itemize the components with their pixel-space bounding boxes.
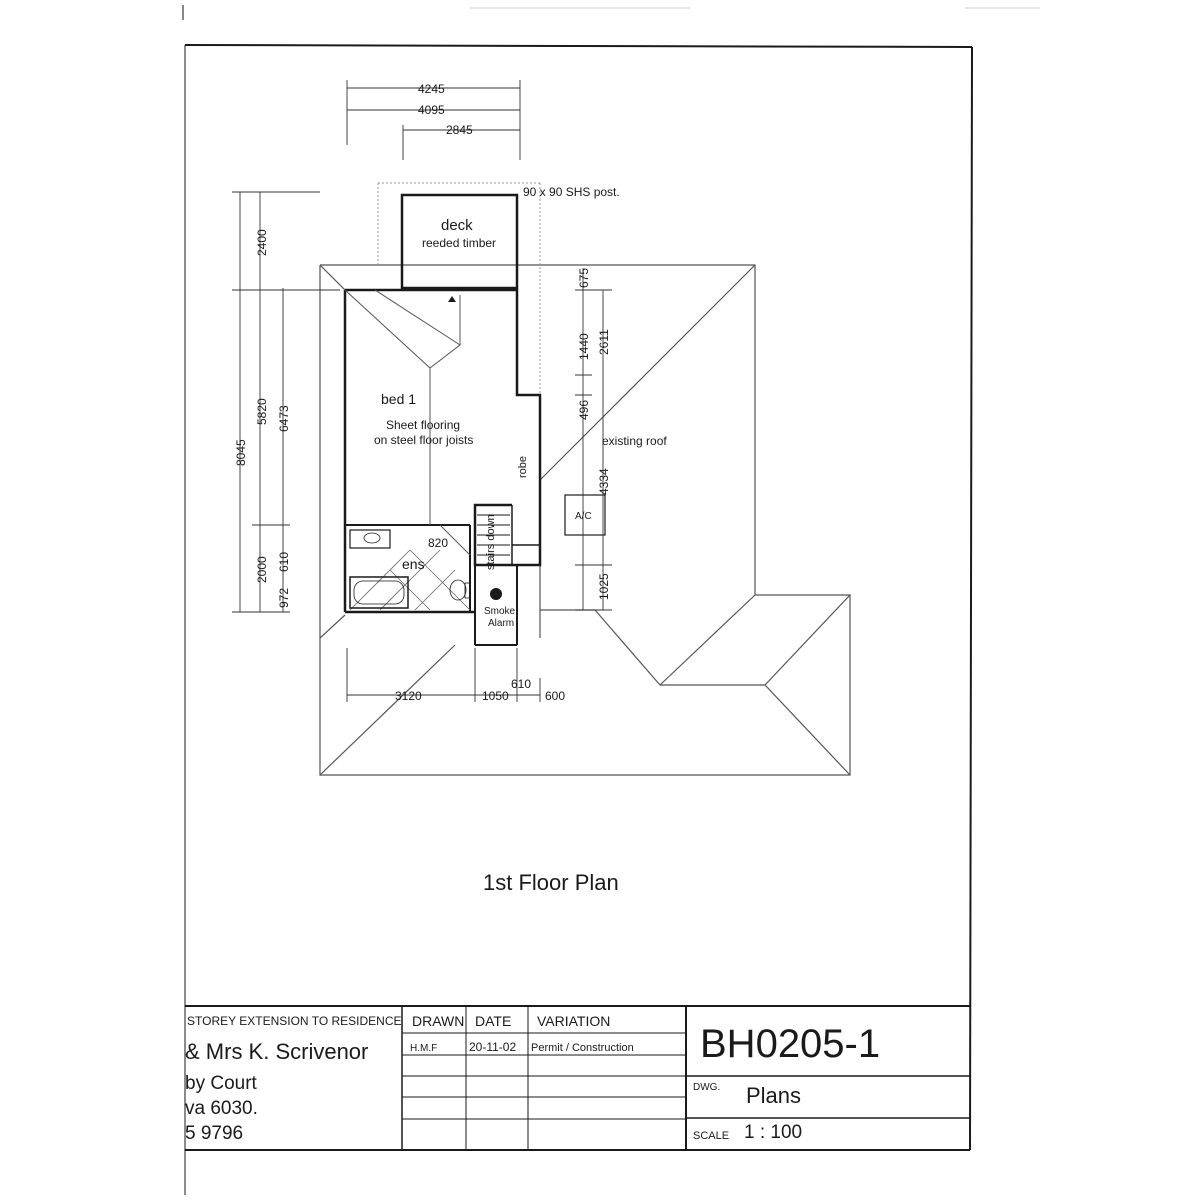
dim-top-2845: 2845 [446,123,473,137]
dim-left-2000: 2000 [255,556,269,583]
dim-top-4095: 4095 [418,103,445,117]
deck-sublabel: reeded timber [422,236,497,250]
scale-value: 1 : 100 [744,1122,803,1143]
dim-left-972: 972 [277,587,291,608]
north-arrow-icon [448,296,456,302]
dim-left-2400: 2400 [255,229,269,256]
dim-right-4334: 4334 [597,468,611,495]
smoke-alarm-icon [490,588,502,600]
drawing-number: BH0205-1 [700,1022,881,1066]
bed-note-1: Sheet flooring [386,418,461,432]
deck-label: deck [441,217,473,234]
deck-outline [378,183,540,400]
stairs-label: stairs down [485,514,497,570]
dwg-label: DWG. [693,1082,721,1093]
dim-left-6473: 6473 [277,405,291,432]
existing-roof-label: existing roof [602,434,667,448]
post-note: 90 x 90 SHS post. [523,185,620,199]
robe-label: robe [517,455,529,478]
plan-title: 1st Floor Plan [483,870,619,895]
address-line-2: va 6030. [185,1098,258,1119]
door-820: 820 [428,536,449,550]
dim-bottom-3120: 3120 [395,689,422,703]
dim-right-675: 675 [577,267,591,288]
dim-left-610: 610 [277,551,291,572]
address-line-1: by Court [185,1073,257,1094]
phone-number: 5 9796 [185,1123,244,1144]
dim-bottom-610: 610 [511,677,532,691]
row-date-value: 20-11-02 [469,1040,517,1054]
col-header-date: DATE [475,1013,512,1029]
smoke-alarm-label-2: Alarm [488,618,515,629]
dim-left-5820: 5820 [255,398,269,425]
col-header-variation: VARIATION [537,1013,611,1029]
scale-label: SCALE [693,1130,730,1142]
col-header-drawn: DRAWN [412,1013,465,1029]
dim-right-1025: 1025 [597,573,611,600]
dim-bottom-1050: 1050 [482,689,509,703]
dim-right-496: 496 [577,399,591,420]
client-name: & Mrs K. Scrivenor [185,1039,369,1064]
row-drawn-value: H.M.F [410,1043,438,1054]
bed-note-2: on steel floor joists [374,433,474,447]
bedroom-walls [345,290,540,645]
row-variation-value: Permit / Construction [531,1042,634,1054]
dim-right-1440: 1440 [577,333,591,360]
dim-right-2611: 2611 [597,329,611,355]
smoke-alarm-label-1: Smoke [484,606,516,617]
ens-label: ens [402,556,425,572]
dim-bottom-600: 600 [545,689,566,703]
dwg-value: Plans [746,1083,802,1108]
dim-top-4245: 4245 [418,82,445,96]
dim-left-8045: 8045 [234,439,248,466]
ac-label: A/C [575,511,592,522]
bed-label: bed 1 [381,391,417,407]
project-title: STOREY EXTENSION TO RESIDENCE [187,1014,402,1028]
